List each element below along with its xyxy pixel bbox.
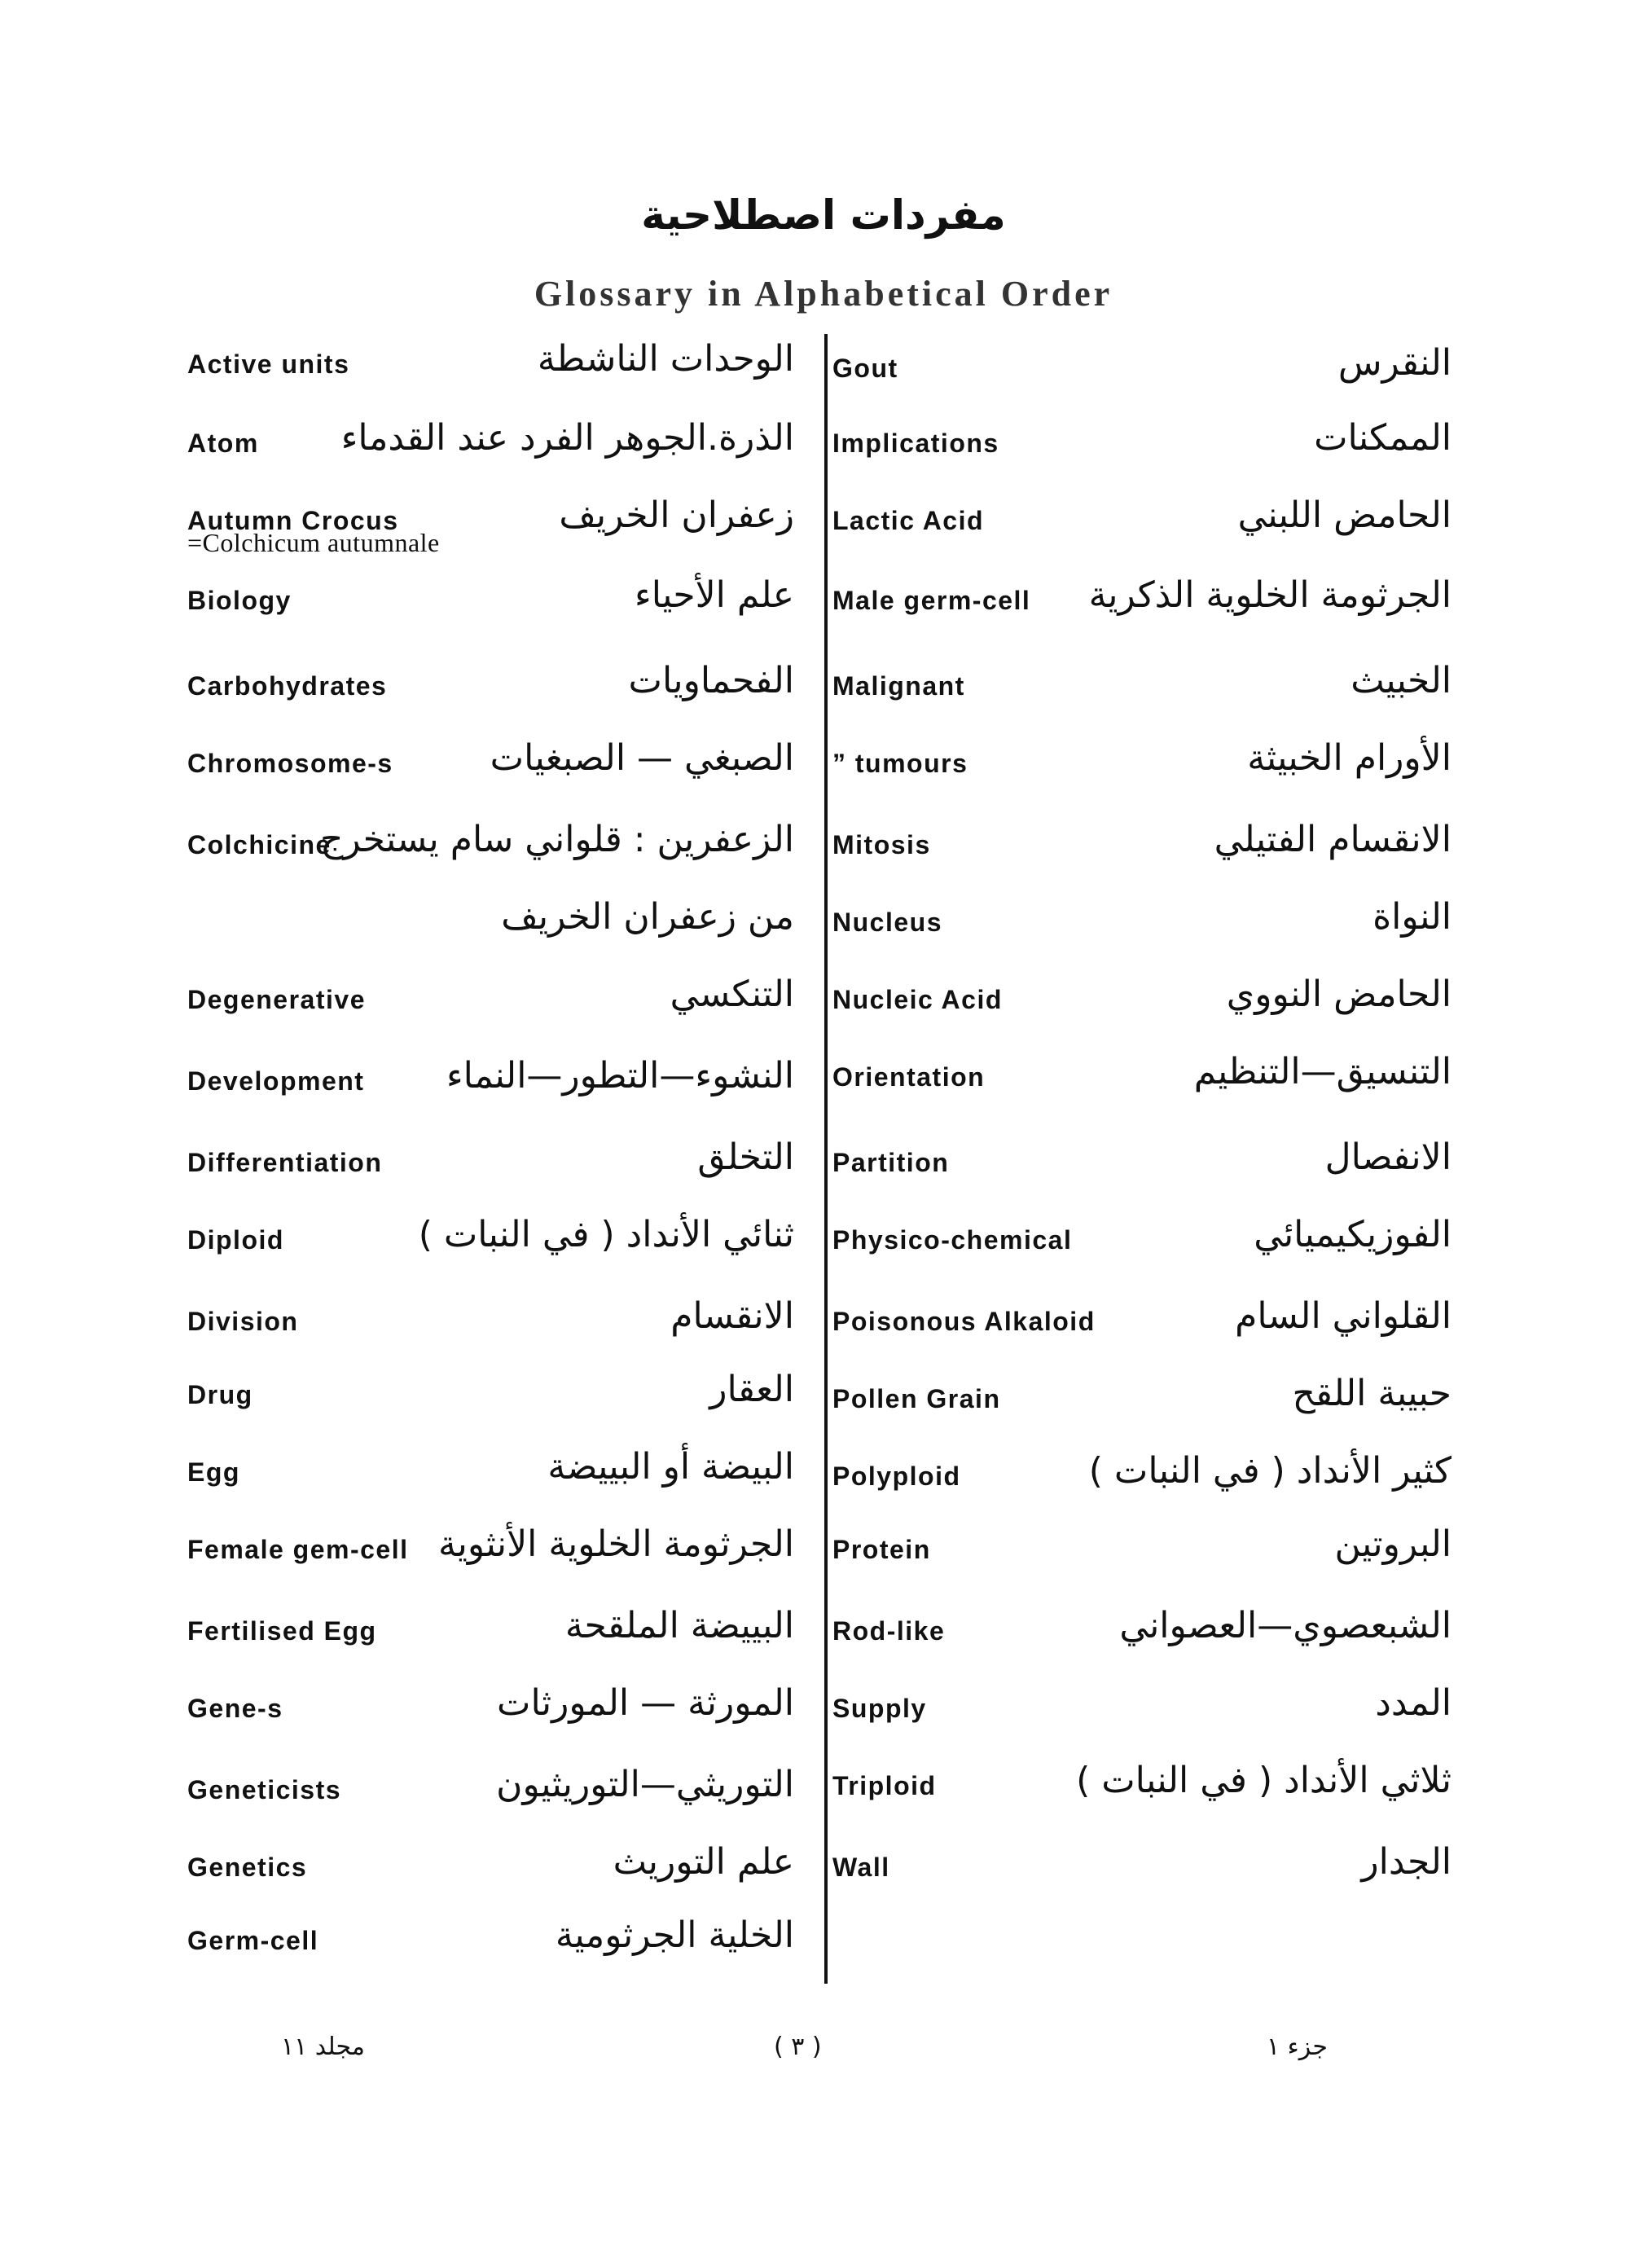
glossary-entry (832, 1605, 1460, 1670)
english-term: Supply (832, 1694, 927, 1723)
glossary-entry (832, 1373, 1460, 1438)
arabic-term: الخلية الجرثومية (555, 1914, 794, 1956)
glossary-entry (187, 574, 819, 640)
arabic-term: حبيبة اللقح (1292, 1373, 1452, 1414)
glossary-entry (187, 1446, 819, 1511)
page-subtitle: Glossary in Alphabetical Order (534, 274, 1113, 314)
arabic-term: علم التوريث (613, 1841, 794, 1883)
arabic-term: المورثة — المورثات (497, 1682, 794, 1724)
arabic-term: التخلق (697, 1136, 794, 1178)
english-term: Mitosis (832, 830, 931, 859)
arabic-term: التنكسي (670, 974, 794, 1015)
english-term: Division (187, 1307, 299, 1336)
arabic-term: كثير الأنداد ( في النبات ) (1088, 1450, 1452, 1492)
english-term: Differentiation (187, 1148, 383, 1177)
english-term: Protein (832, 1535, 931, 1564)
arabic-term: المدد (1375, 1682, 1452, 1724)
glossary-entry (832, 1523, 1460, 1589)
glossary-entry (187, 1295, 819, 1360)
english-term: Orientation (832, 1062, 986, 1092)
arabic-term: الذرة.الجوهر الفرد عند القدماء (340, 417, 794, 459)
arabic-term: ثنائي الأنداد ( في النبات ) (418, 1214, 794, 1255)
arabic-term: الحامض اللبني (1237, 494, 1452, 536)
glossary-entry (187, 974, 819, 1039)
glossary-entry (187, 896, 819, 961)
arabic-term: الزعفرين : قلواني سام يستخرج (319, 819, 794, 860)
arabic-term: البروتين (1334, 1523, 1452, 1565)
glossary-entry (832, 1841, 1460, 1906)
arabic-term: التوريثي—التوريثيون (496, 1764, 794, 1805)
english-term: Gene-s (187, 1694, 283, 1723)
arabic-term: الخبيث (1351, 660, 1452, 701)
footer-page-number: ( ٣ ) (774, 2033, 822, 2061)
english-term: Wall (832, 1853, 890, 1882)
glossary-entry (187, 1214, 819, 1279)
glossary-entry (832, 974, 1460, 1039)
glossary-entry (187, 1764, 819, 1829)
glossary-entry (832, 1051, 1460, 1116)
glossary-entry (187, 660, 819, 725)
english-term: Chromosome-s (187, 749, 393, 778)
english-term: Autumn Crocus (187, 506, 399, 535)
arabic-term: الحامض النووي (1226, 974, 1452, 1015)
glossary-entry (832, 1214, 1460, 1279)
glossary-entry (187, 1523, 819, 1589)
arabic-term: الانقسام الفتيلي (1214, 819, 1452, 860)
english-term: Triploid (832, 1771, 937, 1800)
glossary-entry (832, 342, 1460, 407)
glossary-entry (187, 338, 819, 403)
english-term: Poisonous Alkaloid (832, 1307, 1096, 1336)
glossary-entry (832, 1682, 1460, 1747)
english-term: Diploid (187, 1225, 284, 1255)
glossary-entry (832, 896, 1460, 961)
glossary-entry (832, 660, 1460, 725)
glossary-entry (187, 417, 819, 482)
arabic-term: النشوء—التطور—النماء (446, 1055, 794, 1097)
arabic-term: الصبغي — الصبغيات (490, 737, 794, 779)
arabic-term: الممكنات (1314, 417, 1452, 459)
glossary-entry (832, 574, 1460, 640)
english-term: Egg (187, 1457, 240, 1487)
arabic-term: الأورام الخبيثة (1247, 737, 1452, 779)
arabic-term: الفوزيكيميائي (1254, 1214, 1452, 1255)
english-term: Development (187, 1066, 365, 1096)
english-term: Implications (832, 429, 999, 458)
page-title: مفردات اصطلاحية (641, 191, 1006, 239)
english-term: Active units (187, 349, 350, 379)
english-term: Polyploid (832, 1461, 961, 1491)
english-term: Gout (832, 354, 898, 383)
arabic-term: الجرثومة الخلوية الأنثوية (438, 1523, 794, 1565)
arabic-term: الانقسام (670, 1295, 794, 1337)
arabic-term: البييضة الملقحة (564, 1605, 794, 1646)
arabic-term: من زعفران الخريف (501, 896, 794, 938)
english-term: Germ-cell (187, 1926, 319, 1955)
glossary-entry (832, 1136, 1460, 1202)
glossary-entry (187, 1369, 819, 1434)
arabic-term: الجدار (1361, 1841, 1452, 1883)
glossary-entry (187, 737, 819, 802)
english-term: Degenerative (187, 985, 366, 1014)
arabic-term: الانفصال (1324, 1136, 1452, 1178)
english-term: Drug (187, 1380, 253, 1409)
arabic-term: الوحدات الناشطة (537, 338, 794, 380)
column-divider (824, 334, 828, 1984)
english-term: Female gem-cell (187, 1535, 409, 1564)
footer-part: جزء ١ (1267, 2033, 1328, 2061)
arabic-term: النقرس (1337, 342, 1452, 384)
english-term: Colchicine (187, 830, 332, 859)
english-term: Male germ-cell (832, 586, 1031, 615)
english-term: Fertilised Egg (187, 1616, 377, 1646)
arabic-term: التنسيق—التنظيم (1193, 1051, 1452, 1092)
glossary-entry (832, 737, 1460, 802)
glossary-entry (832, 1450, 1460, 1515)
english-term: Geneticists (187, 1775, 342, 1804)
english-term: Partition (832, 1148, 950, 1177)
english-term: Carbohydrates (187, 671, 388, 701)
glossary-entry (832, 1295, 1460, 1360)
glossary-entry (832, 1760, 1460, 1825)
glossary-entry (187, 1682, 819, 1747)
glossary-entry (832, 417, 1460, 482)
english-term: Nucleic Acid (832, 985, 1003, 1014)
english-term: ” tumours (832, 749, 968, 778)
arabic-term: الشبعصوي—العصواني (1119, 1605, 1452, 1646)
arabic-term: العقار (709, 1369, 794, 1410)
footer-volume: مجلد ١١ (281, 2033, 365, 2061)
glossary-entry (187, 819, 819, 884)
arabic-term: النواة (1372, 896, 1452, 938)
english-term-synonym: =Colchicum autumnale (187, 528, 440, 557)
english-term: Nucleus (832, 908, 942, 937)
glossary-entry (832, 819, 1460, 884)
english-term: Malignant (832, 671, 965, 701)
arabic-term: علم الأحياء (635, 574, 794, 616)
glossary-entry (187, 1841, 819, 1906)
glossary-entry (832, 494, 1460, 560)
arabic-term: القلواني السام (1235, 1295, 1452, 1337)
glossary-entry (187, 494, 819, 560)
glossary-entry (187, 1055, 819, 1120)
arabic-term: ثلاثي الأنداد ( في النبات ) (1076, 1760, 1452, 1801)
glossary-entry (187, 1136, 819, 1202)
english-term: Physico-chemical (832, 1225, 1073, 1255)
english-term: Genetics (187, 1853, 308, 1882)
arabic-term: البيضة أو البييضة (547, 1446, 794, 1488)
english-term: Biology (187, 586, 292, 615)
english-term: Atom (187, 429, 259, 458)
arabic-term: زعفران الخريف (559, 494, 794, 536)
english-term: Pollen Grain (832, 1384, 1001, 1413)
arabic-term: الجرثومة الخلوية الذكرية (1088, 574, 1452, 616)
english-term: Rod-like (832, 1616, 946, 1646)
arabic-term: الفحماويات (628, 660, 794, 701)
glossary-entry (187, 1605, 819, 1670)
glossary-entry (187, 1914, 819, 1980)
english-term: Lactic Acid (832, 506, 985, 535)
